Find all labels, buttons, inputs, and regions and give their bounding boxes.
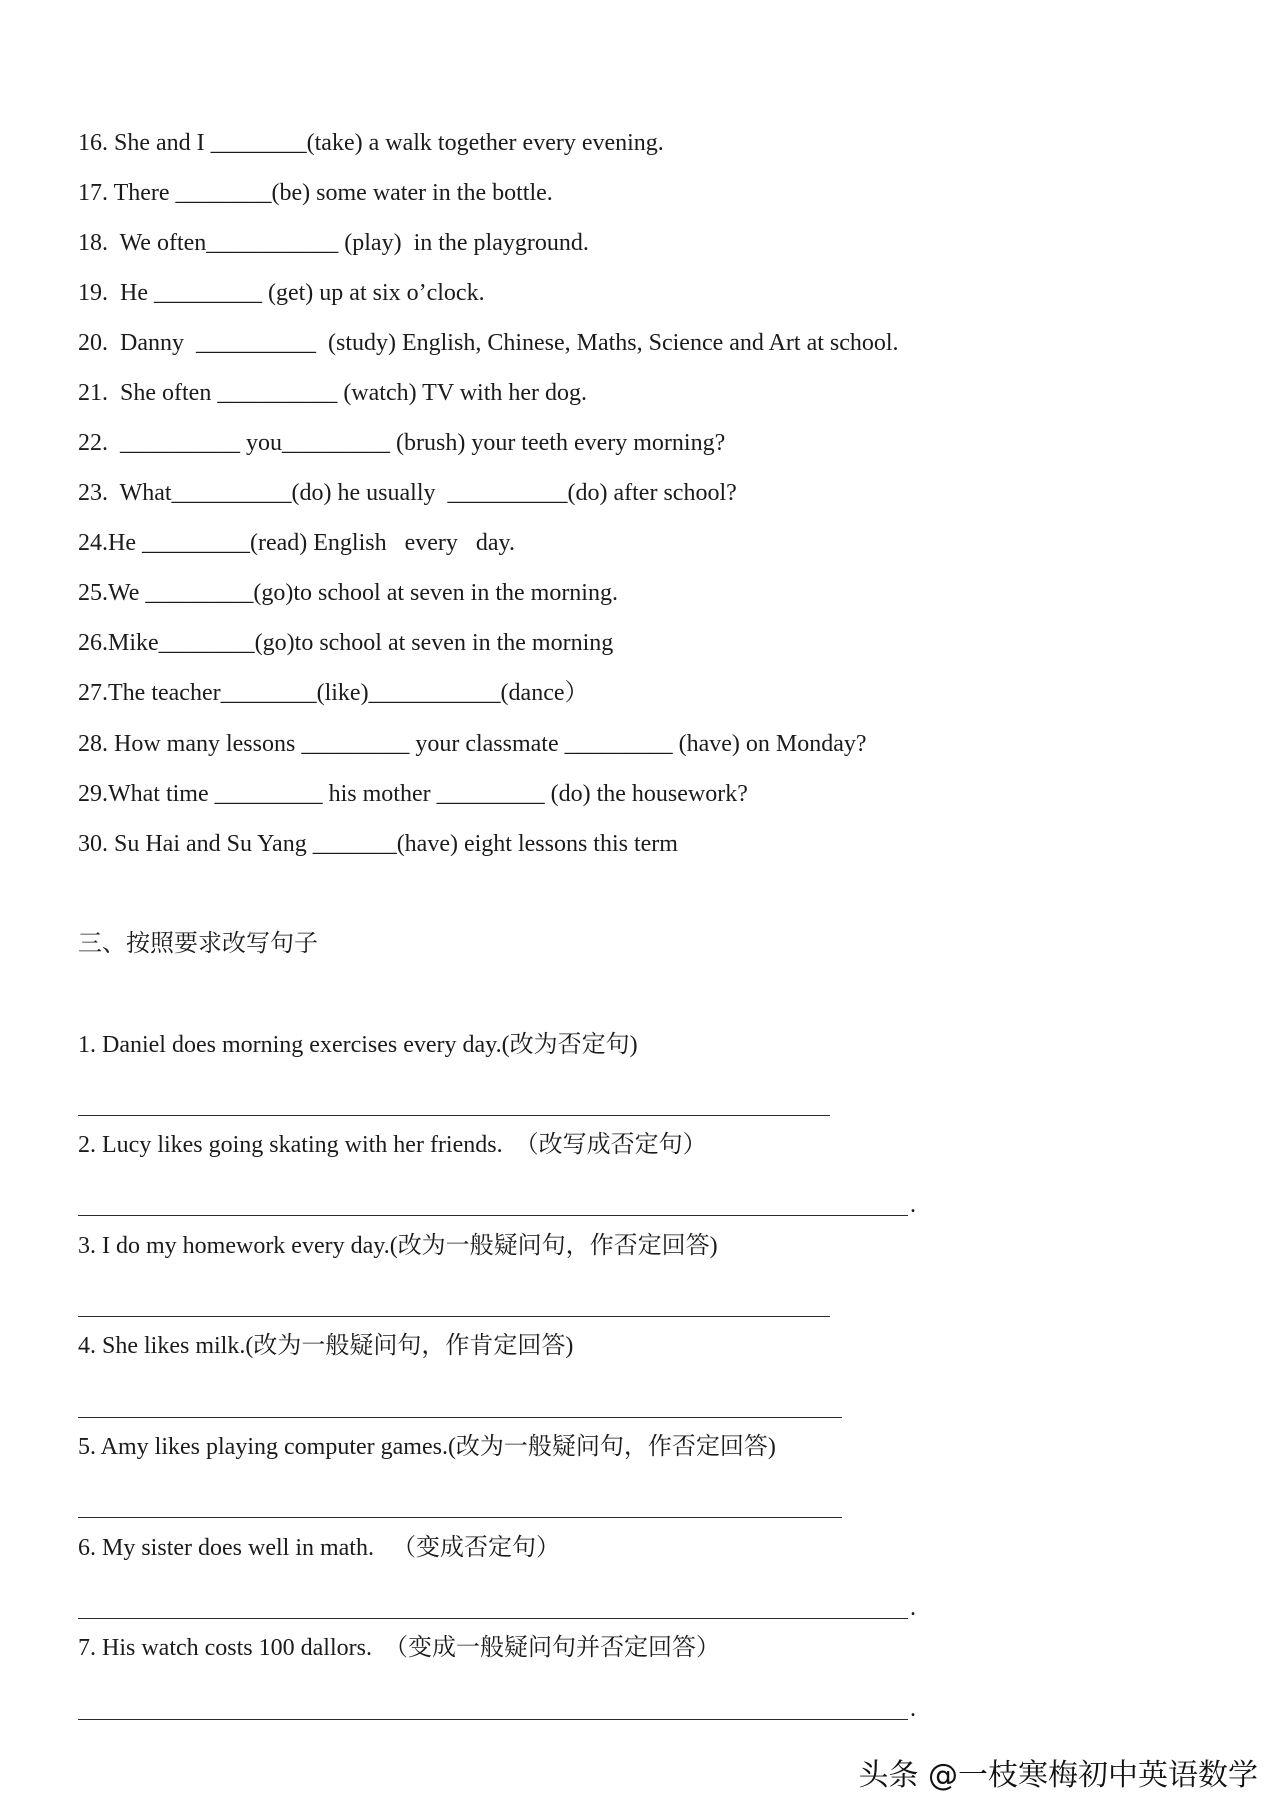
rewrite-1-answer-line[interactable]: [78, 1090, 838, 1120]
rewrite-4-answer-line[interactable]: [78, 1392, 848, 1422]
rewrite-6-answer-line[interactable]: [78, 1593, 928, 1623]
exercise-29: 29.What time _________ his mother _________ (do) the housework?: [78, 781, 748, 807]
exercise-25: 25.We _________(go)to school at seven in the morning.: [78, 580, 618, 606]
rewrite-2-period: .: [910, 1192, 916, 1218]
rewrite-3-prompt: 3. I do my homework every day.(改为一般疑问句，作否定回答): [78, 1233, 718, 1259]
rewrite-5-answer-line[interactable]: [78, 1492, 848, 1522]
watermark: 头条 @一枝寒梅初中英语数学: [858, 1758, 1258, 1793]
exercise-16: 16. She and I ________(take) a walk together every evening.: [78, 130, 664, 156]
rewrite-7-prompt: 7. His watch costs 100 dallors. （变成一般疑问句并否定回答）: [78, 1635, 720, 1661]
section-heading: 三、按照要求改写句子: [78, 931, 318, 957]
rewrite-3-answer-line[interactable]: [78, 1291, 838, 1321]
exercise-23: 23. What__________(do) he usually __________(do) after school?: [78, 480, 737, 506]
exercise-21: 21. She often __________ (watch) TV with her dog.: [78, 380, 588, 406]
rewrite-6-period: .: [910, 1595, 916, 1621]
exercise-28: 28. How many lessons _________ your classmate _________ (have) on Monday?: [78, 731, 867, 757]
exercise-26: 26.Mike________(go)to school at seven in the morning: [78, 630, 614, 656]
exercise-24: 24.He _________(read) English every day.: [78, 530, 515, 556]
exercise-20: 20. Danny __________ (study) English, Chinese, Maths, Science and Art at school.: [78, 330, 899, 356]
exercise-18: 18. We often___________ (play) in the playground.: [78, 230, 589, 256]
exercise-17: 17. There ________(be) some water in the bottle.: [78, 180, 553, 206]
exercise-19: 19. He _________ (get) up at six o’clock.: [78, 280, 485, 306]
rewrite-2-prompt: 2. Lucy likes going skating with her friends. （改写成否定句）: [78, 1132, 707, 1158]
exercise-22: 22. __________ you_________ (brush) your teeth every morning?: [78, 430, 726, 456]
rewrite-7-period: .: [910, 1696, 916, 1722]
exercise-30: 30. Su Hai and Su Yang _______(have) eight lessons this term: [78, 831, 678, 857]
rewrite-1-prompt: 1. Daniel does morning exercises every day.(改为否定句): [78, 1032, 638, 1058]
rewrite-5-prompt: 5. Amy likes playing computer games.(改为一般疑问句，作否定回答): [78, 1434, 776, 1460]
rewrite-4-prompt: 4. She likes milk.(改为一般疑问句，作肯定回答): [78, 1333, 574, 1359]
rewrite-2-answer-line[interactable]: [78, 1190, 928, 1220]
exercise-27: 27.The teacher________(like)___________(dance）: [78, 680, 589, 706]
rewrite-6-prompt: 6. My sister does well in math. （变成否定句）: [78, 1535, 560, 1561]
rewrite-7-answer-line[interactable]: [78, 1694, 928, 1724]
